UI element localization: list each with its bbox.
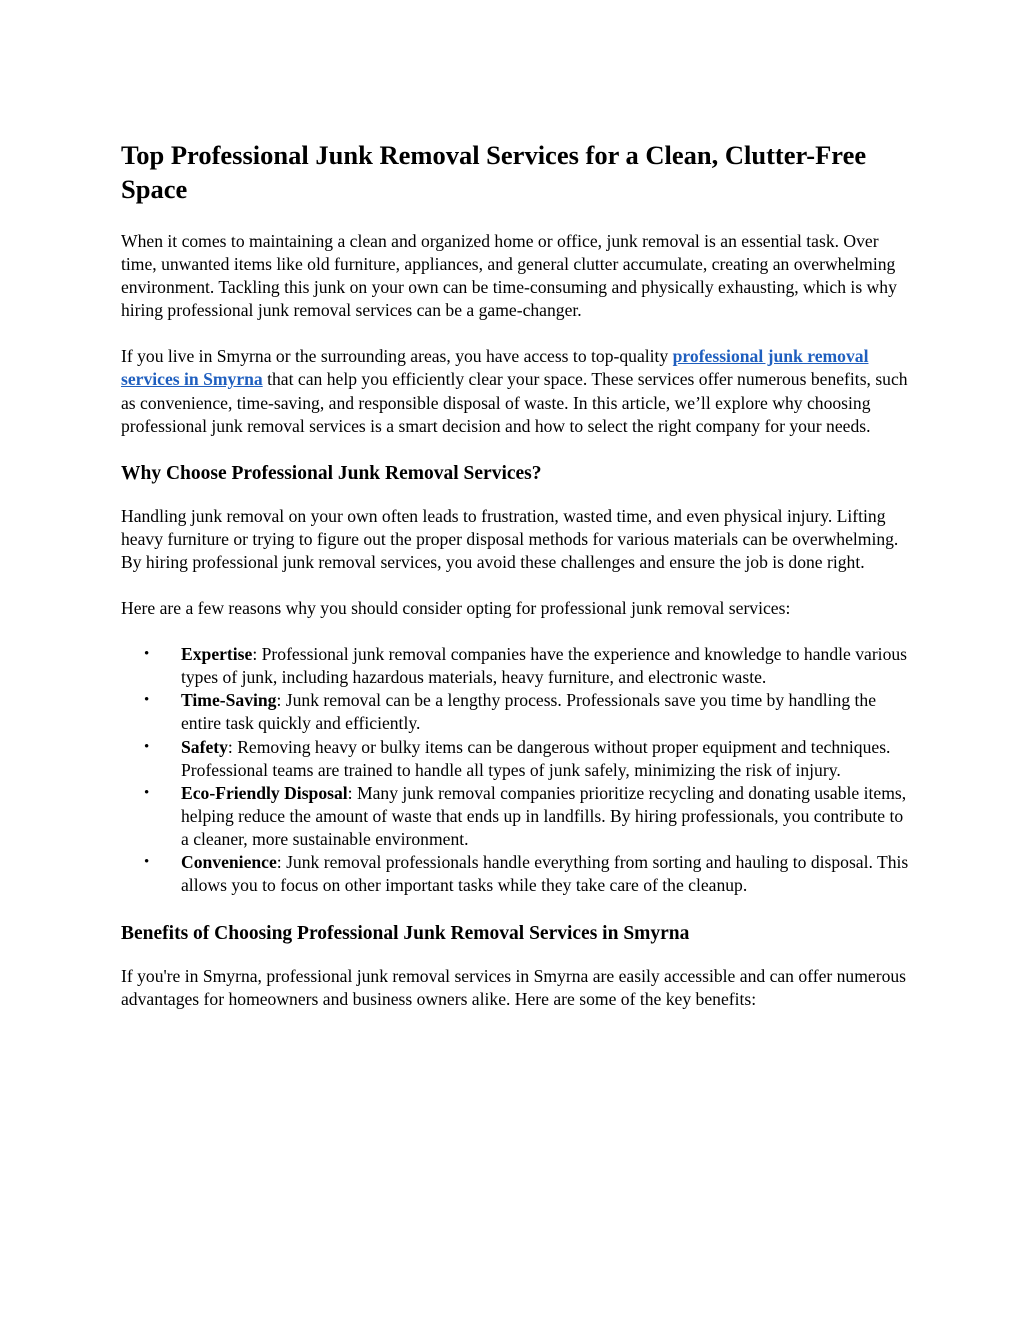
bullet-icon: • [144, 646, 150, 663]
why-choose-paragraph: Handling junk removal on your own often leads to frustration, wasted time, and even physical injury. Lifting heavy furniture or trying to figure out the proper disposal methods for various materials can be overwhelming. By hiring professional junk removal services, you avoid these challenges and ensure the job is done right. [121, 505, 899, 572]
list-item-term: Convenience [181, 851, 277, 872]
benefits-paragraph: If you're in Smyrna, professional junk removal services in Smyrna are easily accessible and can offer numerous advantages for homeowners and business owners alike. Here are some of the key benefits: [121, 966, 907, 1010]
smyrna-paragraph-before: If you live in Smyrna or the surrounding areas, you have access to top-quality [121, 346, 673, 367]
list-item-text: : Removing heavy or bulky items can be dangerous without proper equipment and techniques. Professional teams are trained to handle all types of junk safely, minimizing the risk of injury. [181, 736, 891, 780]
reasons-list [121, 643, 911, 897]
list-item-text: : Many junk removal companies prioritize recycling and donating usable items, helping reduce the amount of waste that ends up in landfills. By hiring professionals, you contribute to a cleaner, more sustainable environment. [181, 782, 907, 849]
bullet-icon: • [144, 738, 150, 755]
bullet-icon: • [144, 853, 150, 870]
list-item-text: : Junk removal can be a lengthy process. Professionals save you time by handling the entire task quickly and efficiently. [181, 690, 877, 734]
list-item-term: Time-Saving [181, 690, 277, 711]
list-item-eco-friendly [121, 782, 911, 851]
smyrna-paragraph [121, 345, 911, 437]
reasons-intro-paragraph: Here are a few reasons why you should consider opting for professional junk removal services: [121, 598, 791, 619]
smyrna-paragraph-after: that can help you efficiently clear your space. These services offer numerous benefits, such as convenience, time-saving, and responsible disposal of waste. In this article, we’ll explore why choosing professional junk removal services is a smart decision and how to select the right company for your needs. [121, 369, 908, 436]
section-heading-why-choose: Why Choose Professional Junk Removal Services? [121, 462, 542, 484]
bullet-icon: • [144, 692, 150, 709]
bullet-icon: • [144, 784, 150, 801]
list-item-convenience [121, 851, 911, 897]
list-item-term: Expertise [181, 644, 253, 665]
document-page [121, 138, 911, 1034]
list-item-text: : Professional junk removal companies have the experience and knowledge to handle various types of junk, including hazardous materials, heavy furniture, and electronic waste. [181, 644, 908, 688]
intro-paragraph: When it comes to maintaining a clean and organized home or office, junk removal is an essential task. Over time, unwanted items like old furniture, appliances, and general clutter accumulate, creating an overwhelming environment. Tackling this junk on your own can be time-consuming and physically exhausting, which is why hiring professional junk removal services can be a game-changer. [121, 231, 897, 321]
list-item-time-saving [121, 689, 911, 735]
page-title: Top Professional Junk Removal Services for a Clean, Clutter-Free Space [121, 140, 867, 204]
list-item-term: Eco-Friendly Disposal [181, 782, 348, 803]
list-item-safety [121, 736, 911, 782]
list-item-text: : Junk removal professionals handle everything from sorting and hauling to disposal. This allows you to focus on other important tasks while they take care of the cleanup. [181, 851, 909, 896]
list-item-expertise [121, 643, 911, 689]
list-item-term: Safety [181, 736, 228, 757]
section-heading-benefits: Benefits of Choosing Professional Junk Removal Services in Smyrna [121, 923, 690, 945]
smyrna-services-link[interactable]: professional junk removal services in Smyrna [121, 346, 869, 390]
